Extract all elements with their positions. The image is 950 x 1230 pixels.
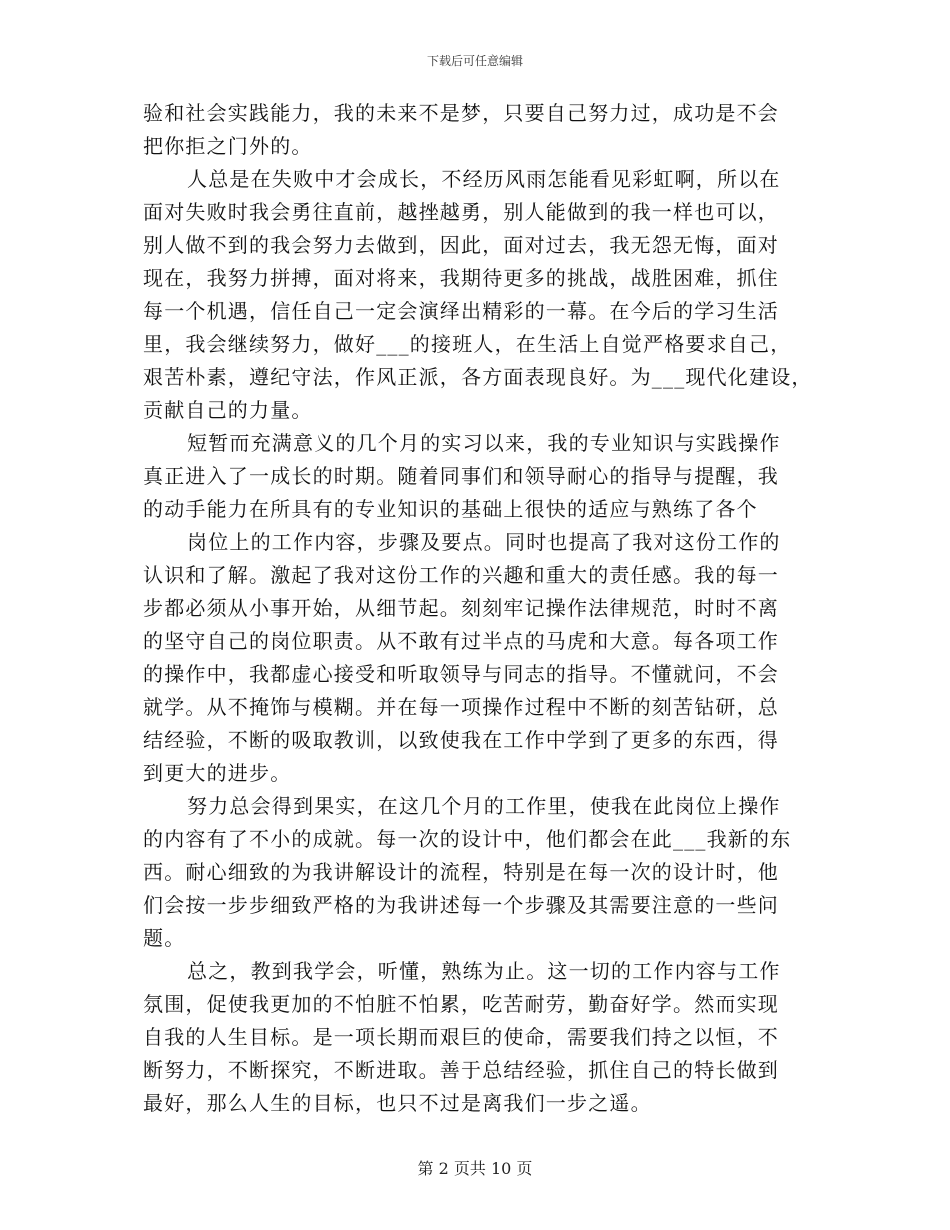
document-body	[143, 97, 813, 1120]
text-line: 断努力，不断探究，不断进取。善于总结经验，抓住自己的特长做到	[143, 1058, 779, 1082]
text-line: 们会按一步步细致严格的为我讲述每一个步骤及其需要注意的一些问	[143, 893, 779, 917]
text-line: 岗位上的工作内容，步骤及要点。同时也提高了我对这份工作的	[187, 530, 781, 554]
text-line: 氛围，促使我更加的不怕脏不怕累，吃苦耐劳，勤奋好学。然而实现	[143, 992, 779, 1016]
text-line: 现在，我努力拼搏，面对将来，我期待更多的挑战，战胜困难，抓住	[143, 266, 779, 290]
text-line: 努力总会得到果实，在这几个月的工作里，使我在此岗位上操作	[187, 794, 781, 818]
text-line: 人总是在失败中才会成长，不经历风雨怎能看见彩虹啊，所以在	[187, 167, 781, 191]
text-line: 西。耐心细致的为我讲解设计的流程，特别是在每一次的设计时，他	[143, 860, 779, 884]
text-line: 结经验，不断的吸取教训，以致使我在工作中学到了更多的东西，得	[143, 728, 779, 752]
text-line: 认识和了解。激起了我对这份工作的兴趣和重大的责任感。我的每一	[143, 563, 779, 587]
text-line: 步都必须从小事开始，从细节起。刻刻牢记操作法律规范，时时不离	[143, 596, 779, 620]
text-line: 别人做不到的我会努力去做到，因此，面对过去，我无怨无悔，面对	[143, 233, 779, 257]
text-line: 真正进入了一成长的时期。随着同事们和领导耐心的指导与提醒，我	[143, 464, 779, 488]
text-line: 题。	[143, 926, 186, 950]
text-line: 的操作中，我都虚心接受和听取领导与同志的指导。不懂就问，不会	[143, 662, 779, 686]
text-line: 最好，那么人生的目标，也只不过是离我们一步之遥。	[143, 1091, 652, 1115]
text-line: 验和社会实践能力，我的未来不是梦，只要自己努力过，成功是不会	[143, 101, 779, 125]
text-line: 的内容有了不小的成就。每一次的设计中，他们都会在此___我新的东	[143, 827, 792, 851]
text-line: 把你拒之门外的。	[143, 134, 313, 158]
text-line: 总之，教到我学会，听懂，熟练为止。这一切的工作内容与工作	[187, 959, 781, 983]
text-line: 自我的人生目标。是一项长期而艰巨的使命，需要我们持之以恒，不	[143, 1025, 779, 1049]
page-header: 下载后可任意编辑	[426, 54, 523, 68]
text-line: 的坚守自己的岗位职责。从不敢有过半点的马虎和大意。每各项工作	[143, 629, 779, 653]
text-line: 就学。从不掩饰与模糊。并在每一项操作过程中不断的刻苦钻研，总	[143, 695, 779, 719]
page-footer: 第 2 页共 10 页	[417, 1159, 533, 1178]
text-line: 的动手能力在所具有的专业知识的基础上很快的适应与熟练了各个	[143, 497, 758, 521]
text-line: 每一个机遇，信任自己一定会演绎出精彩的一幕。在今后的学习生活	[143, 299, 779, 323]
text-line: 贡献自己的力量。	[143, 398, 313, 422]
text-line: 里，我会继续努力，做好___的接班人，在生活上自觉严格要求自己，	[143, 332, 792, 356]
text-line: 面对失败时我会勇往直前，越挫越勇，别人能做到的我一样也可以，	[143, 200, 779, 224]
text-line: 到更大的进步。	[143, 761, 292, 785]
text-line: 短暂而充满意义的几个月的实习以来，我的专业知识与实践操作	[187, 431, 781, 455]
text-line: 艰苦朴素，遵纪守法，作风正派，各方面表现良好。为___现代化建设，	[143, 365, 813, 389]
